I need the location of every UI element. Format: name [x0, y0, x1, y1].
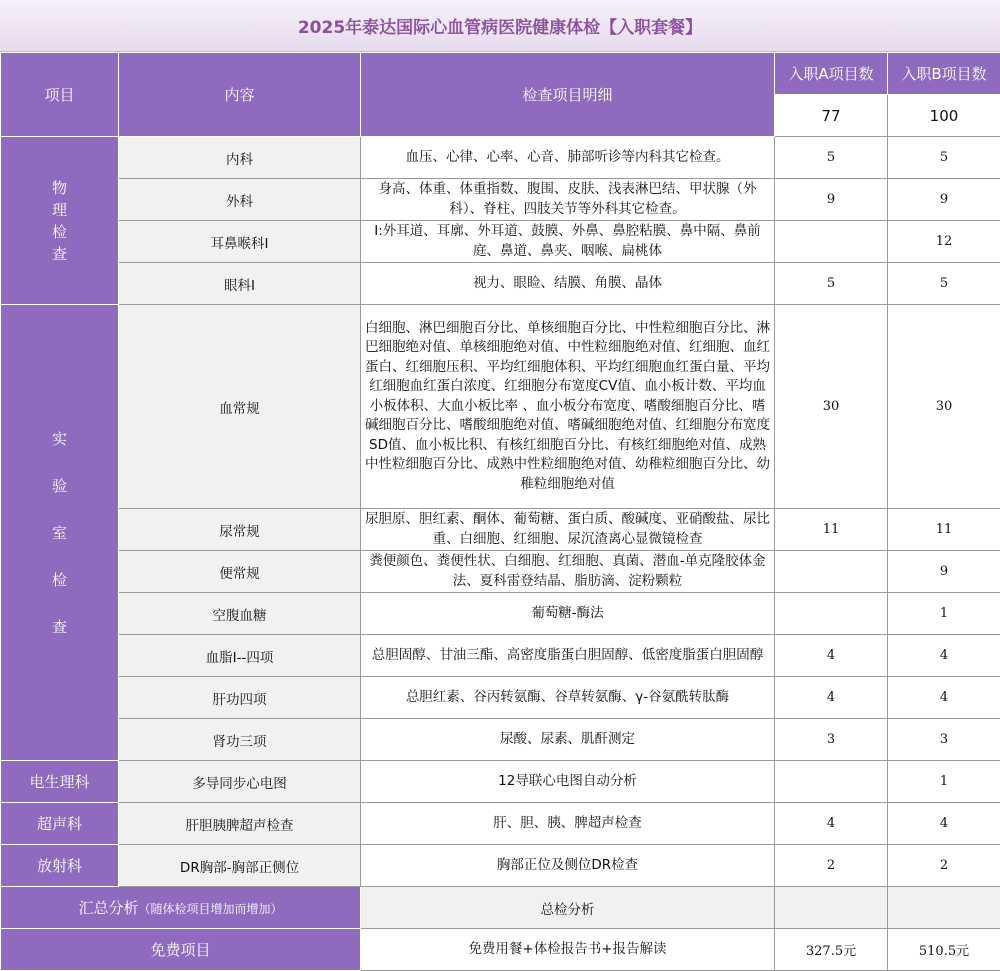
row-content: 肝功四项 — [119, 677, 361, 719]
row-content: 外科 — [119, 179, 361, 221]
category-ecg: 电生理科 — [1, 761, 119, 803]
row-detail: 葡萄糖-酶法 — [361, 593, 775, 635]
row-count-a: 3 — [775, 719, 888, 761]
table-row — [1, 305, 1000, 509]
table-row — [1, 509, 1000, 551]
free-detail: 免费用餐+体检报告书+报告解读 — [361, 929, 775, 971]
row-count-a: 11 — [775, 509, 888, 551]
table-row — [1, 845, 1000, 887]
row-detail: 粪便颜色、粪便性状、白细胞、红细胞、真菌、潜血-单克隆胶体金法、夏科雷登结晶、脂肪滴、淀粉颗粒 — [361, 551, 775, 593]
row-detail: 肝、胆、胰、脾超声检查 — [361, 803, 775, 845]
row-count-b: 2 — [888, 845, 1000, 887]
category-radiology: 放射科 — [1, 845, 119, 887]
row-count-a — [775, 551, 888, 593]
header-content: 内容 — [119, 53, 361, 137]
row-count-b: 12 — [888, 221, 1000, 263]
row-detail: 总胆红素、谷丙转氨酶、谷草转氨酶、γ-谷氨酰转肽酶 — [361, 677, 775, 719]
category-char: 查 — [1, 616, 118, 637]
summary-count-b — [888, 887, 1000, 929]
total-b: 100 — [888, 95, 1000, 137]
table-row — [1, 221, 1000, 263]
summary-note: （随体检项目增加而增加） — [139, 902, 283, 916]
row-detail: 总胆固醇、甘油三酯、高密度脂蛋白胆固醇、低密度脂蛋白胆固醇 — [361, 635, 775, 677]
row-content: 肾功三项 — [119, 719, 361, 761]
category-char: 实 — [1, 428, 118, 449]
price-b: 510.5元 — [888, 929, 1000, 971]
row-detail: 尿胆原、胆红素、酮体、葡萄糖、蛋白质、酸碱度、亚硝酸盐、尿比重、白细胞、红细胞、尿沉渣离心显微镜检查 — [361, 509, 775, 551]
checkup-table — [0, 52, 1000, 971]
row-count-b: 1 — [888, 761, 1000, 803]
table-row — [1, 263, 1000, 305]
row-count-b: 4 — [888, 635, 1000, 677]
row-count-a — [775, 761, 888, 803]
row-count-a: 5 — [775, 137, 888, 179]
row-count-a: 2 — [775, 845, 888, 887]
header-detail: 检查项目明细 — [361, 53, 775, 137]
header-row — [1, 53, 1000, 95]
category-physical — [1, 137, 119, 305]
row-detail: 血压、心律、心率、心音、肺部听诊等内科其它检查。 — [361, 137, 775, 179]
table-row — [1, 137, 1000, 179]
row-content: 多导同步心电图 — [119, 761, 361, 803]
table-row — [1, 677, 1000, 719]
row-count-b: 5 — [888, 137, 1000, 179]
row-count-a — [775, 221, 888, 263]
row-detail: 视力、眼睑、结膜、角膜、晶体 — [361, 263, 775, 305]
row-detail: 尿酸、尿素、肌酐测定 — [361, 719, 775, 761]
category-char: 检 — [1, 221, 118, 243]
summary-label: 汇总分析 — [78, 899, 138, 917]
summary-row — [1, 887, 1000, 929]
row-count-b: 30 — [888, 305, 1000, 509]
summary-count-a — [775, 887, 888, 929]
row-count-a: 30 — [775, 305, 888, 509]
row-count-b: 5 — [888, 263, 1000, 305]
price-a: 327.5元 — [775, 929, 888, 971]
row-count-b: 1 — [888, 593, 1000, 635]
row-count-b: 4 — [888, 677, 1000, 719]
row-count-a: 5 — [775, 263, 888, 305]
category-ultrasound: 超声科 — [1, 803, 119, 845]
table-row — [1, 803, 1000, 845]
category-char: 室 — [1, 522, 118, 543]
table-row — [1, 179, 1000, 221]
table-row — [1, 761, 1000, 803]
table-row — [1, 719, 1000, 761]
category-lab — [1, 305, 119, 761]
header-col-a: 入职A项目数 — [775, 53, 888, 95]
row-detail: 胸部正位及侧位DR检查 — [361, 845, 775, 887]
row-count-b: 9 — [888, 179, 1000, 221]
row-content: 尿常规 — [119, 509, 361, 551]
table-row — [1, 635, 1000, 677]
row-content: 眼科I — [119, 263, 361, 305]
row-count-b: 11 — [888, 509, 1000, 551]
header-item: 项目 — [1, 53, 119, 137]
row-content: 空腹血糖 — [119, 593, 361, 635]
row-count-a: 4 — [775, 803, 888, 845]
category-free: 免费项目 — [1, 929, 361, 971]
row-detail: 12导联心电图自动分析 — [361, 761, 775, 803]
row-count-b: 4 — [888, 803, 1000, 845]
table-row — [1, 551, 1000, 593]
free-row — [1, 929, 1000, 971]
table-row — [1, 593, 1000, 635]
row-count-a — [775, 593, 888, 635]
category-char: 查 — [1, 243, 118, 265]
row-content: 血常规 — [119, 305, 361, 509]
total-a: 77 — [775, 95, 888, 137]
row-count-b: 3 — [888, 719, 1000, 761]
row-count-a: 4 — [775, 677, 888, 719]
sheet-title: 2025年泰达国际心血管病医院健康体检【入职套餐】 — [0, 0, 1000, 52]
row-content: DR胸部-胸部正侧位 — [119, 845, 361, 887]
row-count-a: 9 — [775, 179, 888, 221]
category-char: 验 — [1, 475, 118, 496]
category-summary — [1, 887, 361, 929]
header-col-b: 入职B项目数 — [888, 53, 1000, 95]
category-char: 物 — [1, 177, 118, 199]
row-detail: 白细胞、淋巴细胞百分比、单核细胞百分比、中性粒细胞百分比、淋巴细胞绝对值、单核细胞绝对值、中性粒细胞绝对值、红细胞、血红蛋白、红细胞压积、平均红细胞体积、平均红细胞血红蛋白量、平均红细胞血红蛋白浓度、红细胞分布宽度CV值、血小板计数、平均血小板体积、大血小板比率 、血小板分布宽度、嗜酸细胞百分比、嗜碱细胞百分比、嗜酸细胞绝对值、嗜碱细胞绝对值、红细胞分布宽度SD值、血小板比积、有核红细胞百分比、有核红细胞绝对值、成熟中性粒细胞百分比、成熟中性粒细胞绝对值、幼稚粒细胞百分比、幼稚粒细胞绝对值 — [361, 305, 775, 509]
row-detail: I:外耳道、耳廓、外耳道、鼓膜、外鼻、鼻腔粘膜、鼻中隔、鼻前庭、鼻道、鼻夹、咽喉、扁桃体 — [361, 221, 775, 263]
row-count-a: 4 — [775, 635, 888, 677]
category-char: 检 — [1, 569, 118, 590]
row-content: 耳鼻喉科I — [119, 221, 361, 263]
row-content: 便常规 — [119, 551, 361, 593]
row-count-b: 9 — [888, 551, 1000, 593]
row-content: 肝胆胰脾超声检查 — [119, 803, 361, 845]
row-detail: 身高、体重、体重指数、腹围、皮肤、浅表淋巴结、甲状腺（外科）、脊柱、四肢关节等外科其它检查。 — [361, 179, 775, 221]
category-char: 理 — [1, 199, 118, 221]
row-content: 内科 — [119, 137, 361, 179]
summary-detail: 总检分析 — [361, 887, 775, 929]
row-content: 血脂I--四项 — [119, 635, 361, 677]
